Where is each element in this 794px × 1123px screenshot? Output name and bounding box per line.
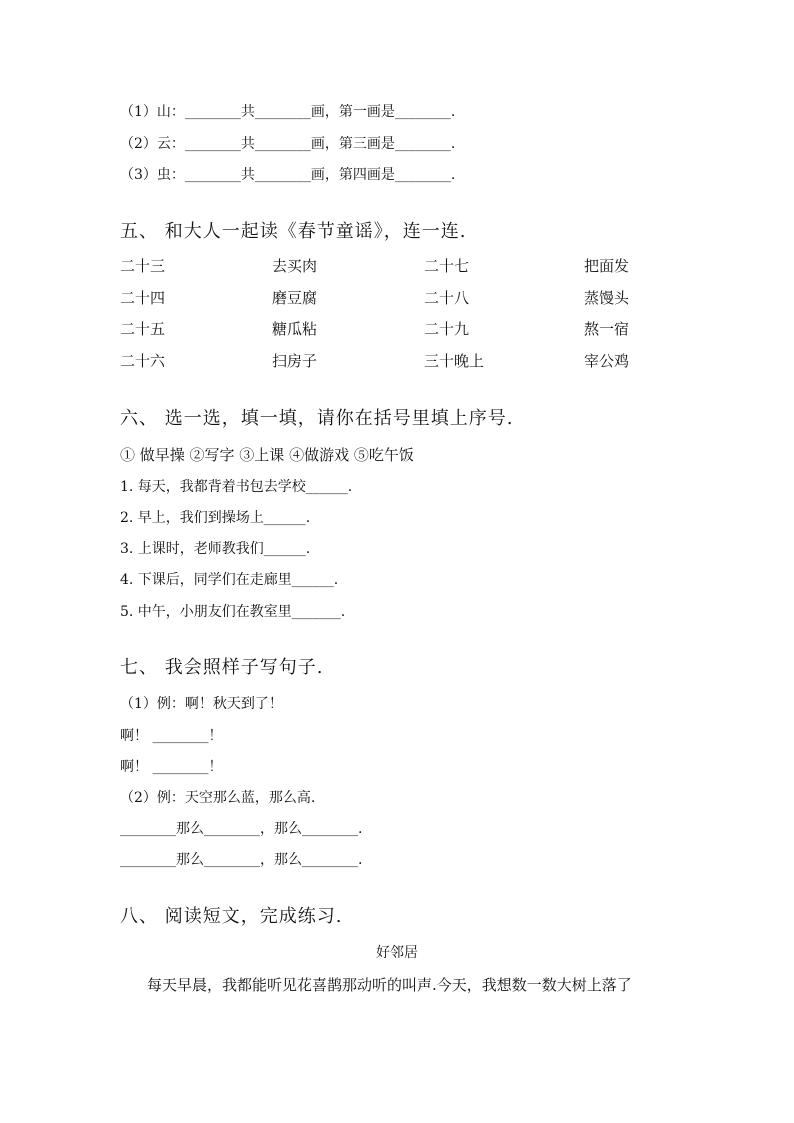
fill-question-1: 1. 每天，我都背着书包去学校______.: [120, 479, 353, 495]
grid-cell: 二十六: [120, 352, 166, 370]
example-2: （2）例：天空那么蓝，那么高.: [120, 790, 316, 806]
example-1: （1）例：啊！秋天到了！: [120, 696, 283, 712]
answer-line-1b: 啊！ ________！: [120, 759, 223, 775]
options-line: ① 做早操 ②写字 ③上课 ④做游戏 ⑤吃午饭: [120, 446, 414, 464]
grid-cell: 磨豆腐: [272, 289, 318, 307]
grid-cell: 把面发: [584, 257, 630, 275]
grid-cell: 二十九: [424, 320, 470, 338]
grid-cell: 扫房子: [272, 352, 318, 370]
grid-cell: 二十三: [120, 257, 166, 275]
answer-line-2b: ________那么________，那么________.: [120, 852, 363, 868]
section6-heading: 六、 选一选，填一填，请你在括号里填上序号.: [120, 408, 514, 429]
grid-cell: 三十晚上: [424, 352, 485, 370]
stroke-question-1: （1）山：________共________画，第一画是________.: [120, 104, 456, 120]
grid-cell: 熬一宿: [584, 320, 630, 338]
fill-question-2: 2. 早上，我们到操场上______.: [120, 510, 311, 526]
fill-question-3: 3. 上课时，老师教我们______.: [120, 541, 311, 557]
story-paragraph: 每天早晨，我都能听见花喜鹊那动听的叫声.今天，我想数一数大树上落了: [147, 976, 632, 994]
grid-cell: 二十七: [424, 257, 470, 275]
fill-question-4: 4. 下课后，同学们在走廊里______.: [120, 572, 339, 588]
grid-cell: 宰公鸡: [584, 352, 630, 370]
story-title: 好邻居: [376, 945, 418, 961]
section7-heading: 七、 我会照样子写句子.: [120, 657, 324, 678]
section8-heading: 八、 阅读短文，完成练习.: [120, 906, 343, 927]
answer-line-1a: 啊！ ________！: [120, 728, 223, 744]
grid-cell: 糖瓜粘: [272, 320, 318, 338]
answer-line-2a: ________那么________，那么________.: [120, 821, 363, 837]
grid-cell: 二十五: [120, 320, 166, 338]
fill-question-5: 5. 中午，小朋友们在教室里_______.: [120, 604, 346, 620]
grid-cell: 去买肉: [272, 257, 318, 275]
grid-cell: 蒸馒头: [584, 289, 630, 307]
stroke-question-2: （2）云：________共________画，第三画是________.: [120, 136, 456, 152]
grid-cell: 二十八: [424, 289, 470, 307]
grid-cell: 二十四: [120, 289, 166, 307]
section5-heading: 五、 和大人一起读《春节童谣》，连一连.: [120, 221, 467, 242]
stroke-question-3: （3）虫：________共________画，第四画是________.: [120, 167, 456, 183]
